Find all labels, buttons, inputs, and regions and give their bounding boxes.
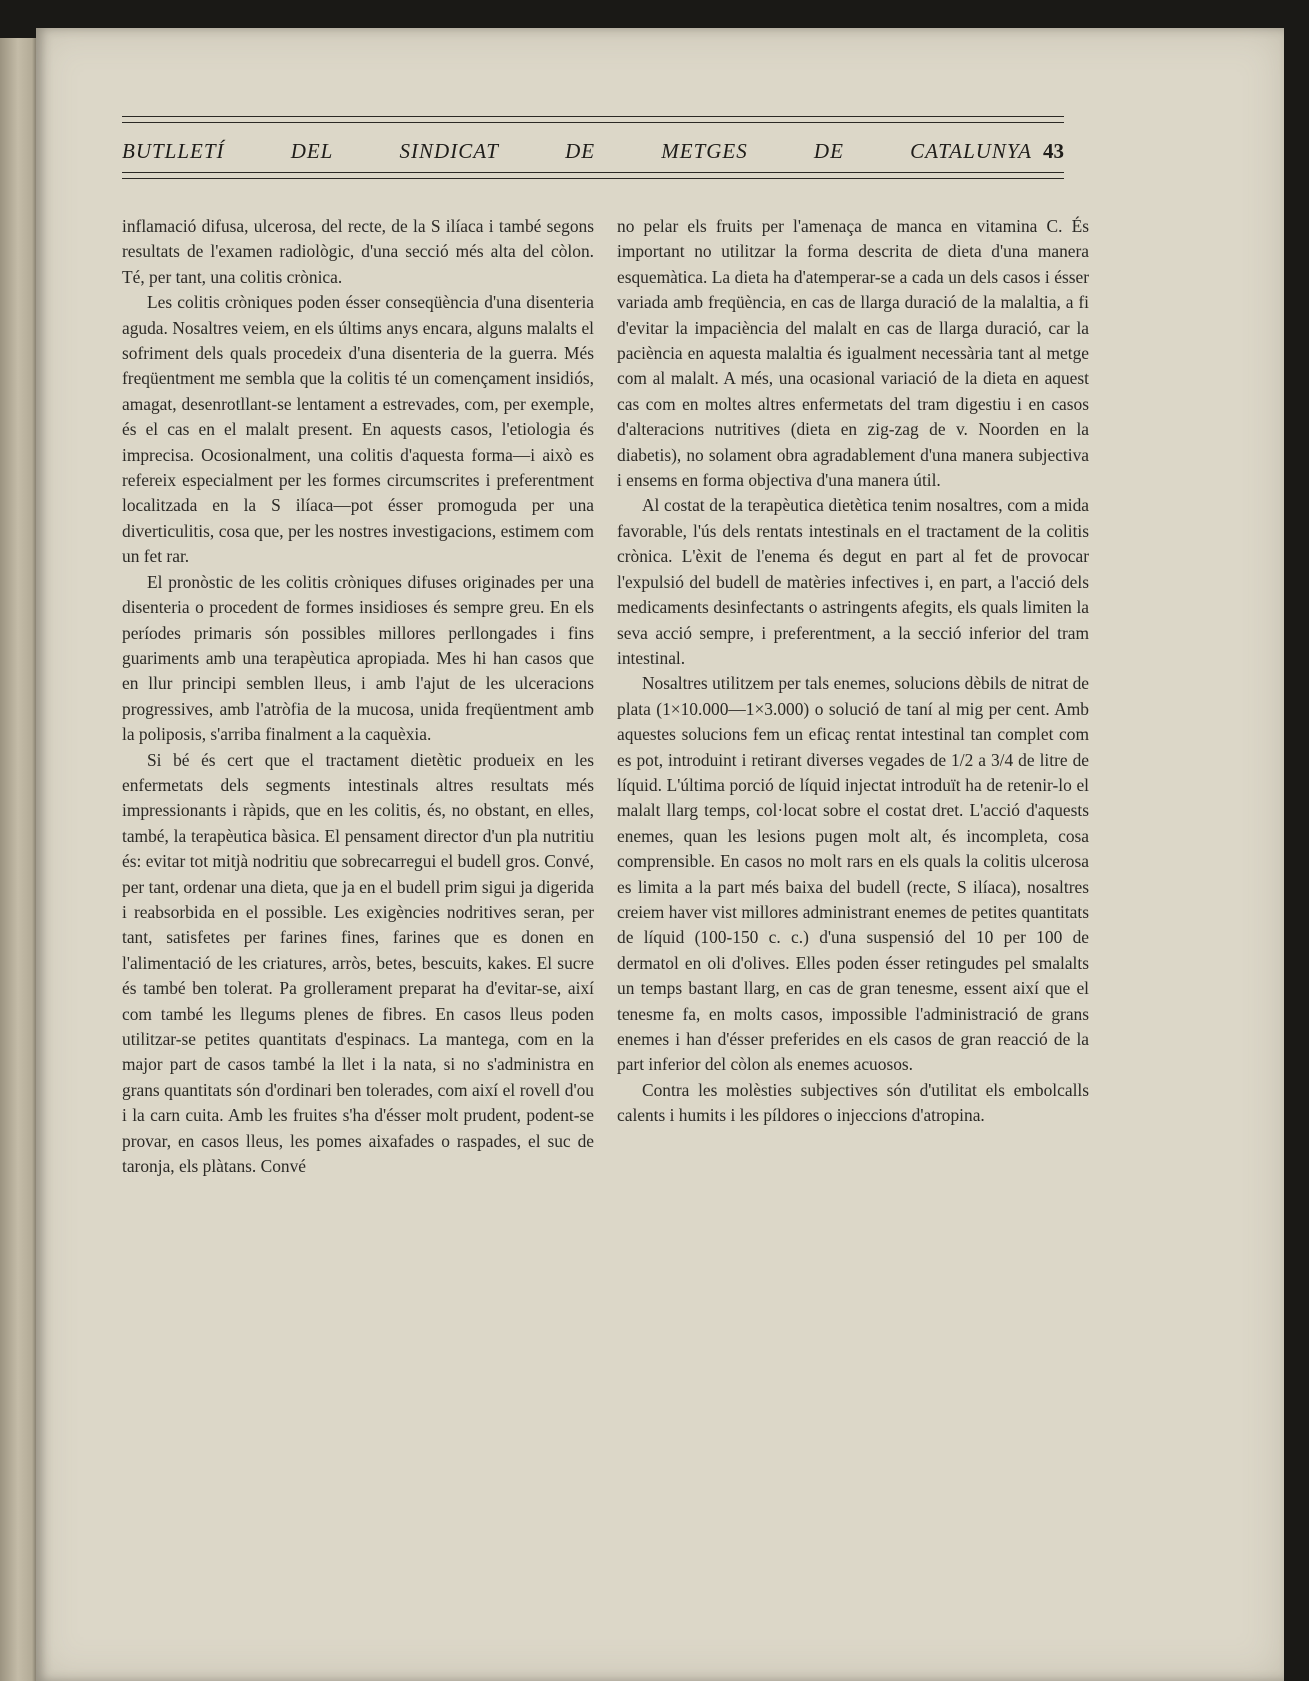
paragraph: Les colitis cròniques poden ésser conseqüència d'una disenteria aguda. Nosaltres veiem, en els últims anys encara, alguns malalts el sofriment dels quals procedeix d'una disenteria de la guerra. Més freqüentment me sembla que la colitis té un començament insidiós, amagat, desenrotllant-se lentament a estrevades, com, per exemple, és el cas en el malalt present. En aquests casos, l'etiologia és imprecisa. Ocosionalment, una colitis d'aquesta forma—i això es refereix especialment per les formes circumscrites i preferentment localitzada en la S ilíaca—pot ésser promoguda per una diverticulitis, cosa que, per les nostres investigacions, estimem com un fet rar. xyxy=(122,292,594,567)
paragraph: El pronòstic de les colitis cròniques difuses originades per una disenteria o procedent de formes insidioses és sempre greu. En els períodes primaris són possibles millores perllongades i fins guariments amb una terapèutica apropiada. Mes hi han casos que en llur principi semblen lleus, i amb l'ajut de les ulceracions progressives, amb l'atròfia de la mucosa, unida freqüentment amb la poliposis, s'arriba finalment a la caquèxia. xyxy=(122,571,594,745)
header-rule-top xyxy=(122,116,1064,117)
header-rule-bottom xyxy=(122,178,1064,179)
header-rule-top-inner xyxy=(122,122,1064,123)
title-word: BUTLLETÍ xyxy=(122,139,225,163)
paragraph: no pelar els fruits per l'amenaça de manca en vitamina C. És important no utilitzar la forma descrita de dieta d'una manera esquemàtica. La dieta ha d'atemperar-se a cada un dels casos i ésser variada amb freqüència, en cas de llarga duració de la malaltia, a fi d'evitar la impaciència del malalt en cas de llarga duració, car la paciència en aquesta malaltia és igualment necessària tant al metge com al malalt. A més, una ocasional variació de la dieta en aquest cas com en moltes altres enfermetats del tram digestiu i en casos d'alteracions nutritives (dieta en zig-zag de v. Noorden en la diabetis), no solament obra agradablement d'una manera subjectiva i ensems en forma objectiva d'una manera útil. xyxy=(617,216,1089,491)
paragraph: Al costat de la terapèutica dietètica tenim nosaltres, com a mida favorable, l'ús dels rentats intestinals en el tractament de la colitis crònica. L'èxit de l'enema és degut en part al fet de provocar l'expulsió del budell de matèries infectives i, en part, a l'acció dels medicaments desinfectants o astringents afegits, els quals limiten la seva acció sempre, i preferentment, a la secció inferior del tram intestinal. xyxy=(617,495,1089,668)
journal-title xyxy=(122,138,1032,164)
left-text-column xyxy=(122,214,594,1179)
paragraph: Contra les molèsties subjectives són d'utilitat els embolcalls calents i humits i les píldores o injeccions d'atropina. xyxy=(617,1079,1089,1126)
title-word: METGES xyxy=(661,139,748,163)
title-word: CATALUNYA xyxy=(910,139,1032,163)
header-rule-bottom-inner xyxy=(122,172,1064,173)
title-word: DE xyxy=(565,139,596,163)
paragraph: Nosaltres utilitzem per tals enemes, solucions dèbils de nitrat de plata (1×10.000—1×3.000) o solució de taní al mig per cent. Amb aquestes solucions fem un eficaç rentat intestinal tan complet com es pot, introduint i retirant diverses vegades de 1/2 a 3/4 de litre de líquid. L'última porció de líquid injectat introduït ha de retenir-lo el malalt llarg temps, col·locat sobre el costat dret. L'acció d'aquests enemes, quan les lesions pugen molt alt, és incompleta, cosa comprensible. En casos no molt rars en els quals la colitis ulcerosa es limita a la part més baixa del budell (recte, S ilíaca), nosaltres creiem haver vist millores administrant enemes de petites quantitats de líquid (100-150 c. c.) d'una suspensió del 10 per 100 de dermatol en oli d'olives. Elles poden ésser retingudes pel smalalts un temps bastant llarg, en cas de gran tenesme, essent així que el tenesme fa, en molts casos, impossible l'administració de grans enemes i han d'ésser preferides en els casos de gran reacció de la part inferior del còlon als enemes acuosos. xyxy=(617,673,1089,1075)
paragraph: Si bé és cert que el tractament dietètic produeix en les enfermetats dels segments intestinals altres resultats més impressionants i ràpids, que en les colitis, és, no obstant, en elles, també, la terapèutica bàsica. El pensament director d'un pla nutritiu és: evitar tot mitjà nodritiu que sobrecarregui el budell gros. Convé, per tant, ordenar una dieta, que ja en el budell prim sigui ja digerida i reabsorbida en el possible. Les exigències nodritives seran, per tant, satisfetes per farines fines, farines que es donen en l'alimentació de les criatures, arròs, betes, bescuits, kakes. El sucre és també ben tolerat. Pa grollerament preparat ha d'evitar-se, així com també les llegums plenes de fibres. En casos lleus poden utilitzar-se petites quantitats d'espinacs. La mantega, com en la major part de casos també la llet i la nata, si no s'administra en grans quantitats són d'ordinari ben tolerades, com així el rovell d'ou i la carn cuita. Amb les fruites s'ha d'ésser molt prudent, podent-se provar, en casos lleus, les pomes aixafades o raspades, el suc de taronja, els plàtans. Convé xyxy=(122,749,594,1177)
page-number: 43 xyxy=(1043,139,1064,163)
title-word: DEL xyxy=(290,139,334,163)
title-word: SINDICAT xyxy=(399,139,499,163)
right-text-column xyxy=(617,214,1089,1129)
adjacent-page-edge xyxy=(0,38,40,1681)
title-word: DE xyxy=(813,139,844,163)
paragraph: inflamació difusa, ulcerosa, del recte, de la S ilíaca i també segons resultats de l'examen radiològic, d'una secció més alta del còlon. Té, per tant, una colitis crònica. xyxy=(122,216,594,287)
